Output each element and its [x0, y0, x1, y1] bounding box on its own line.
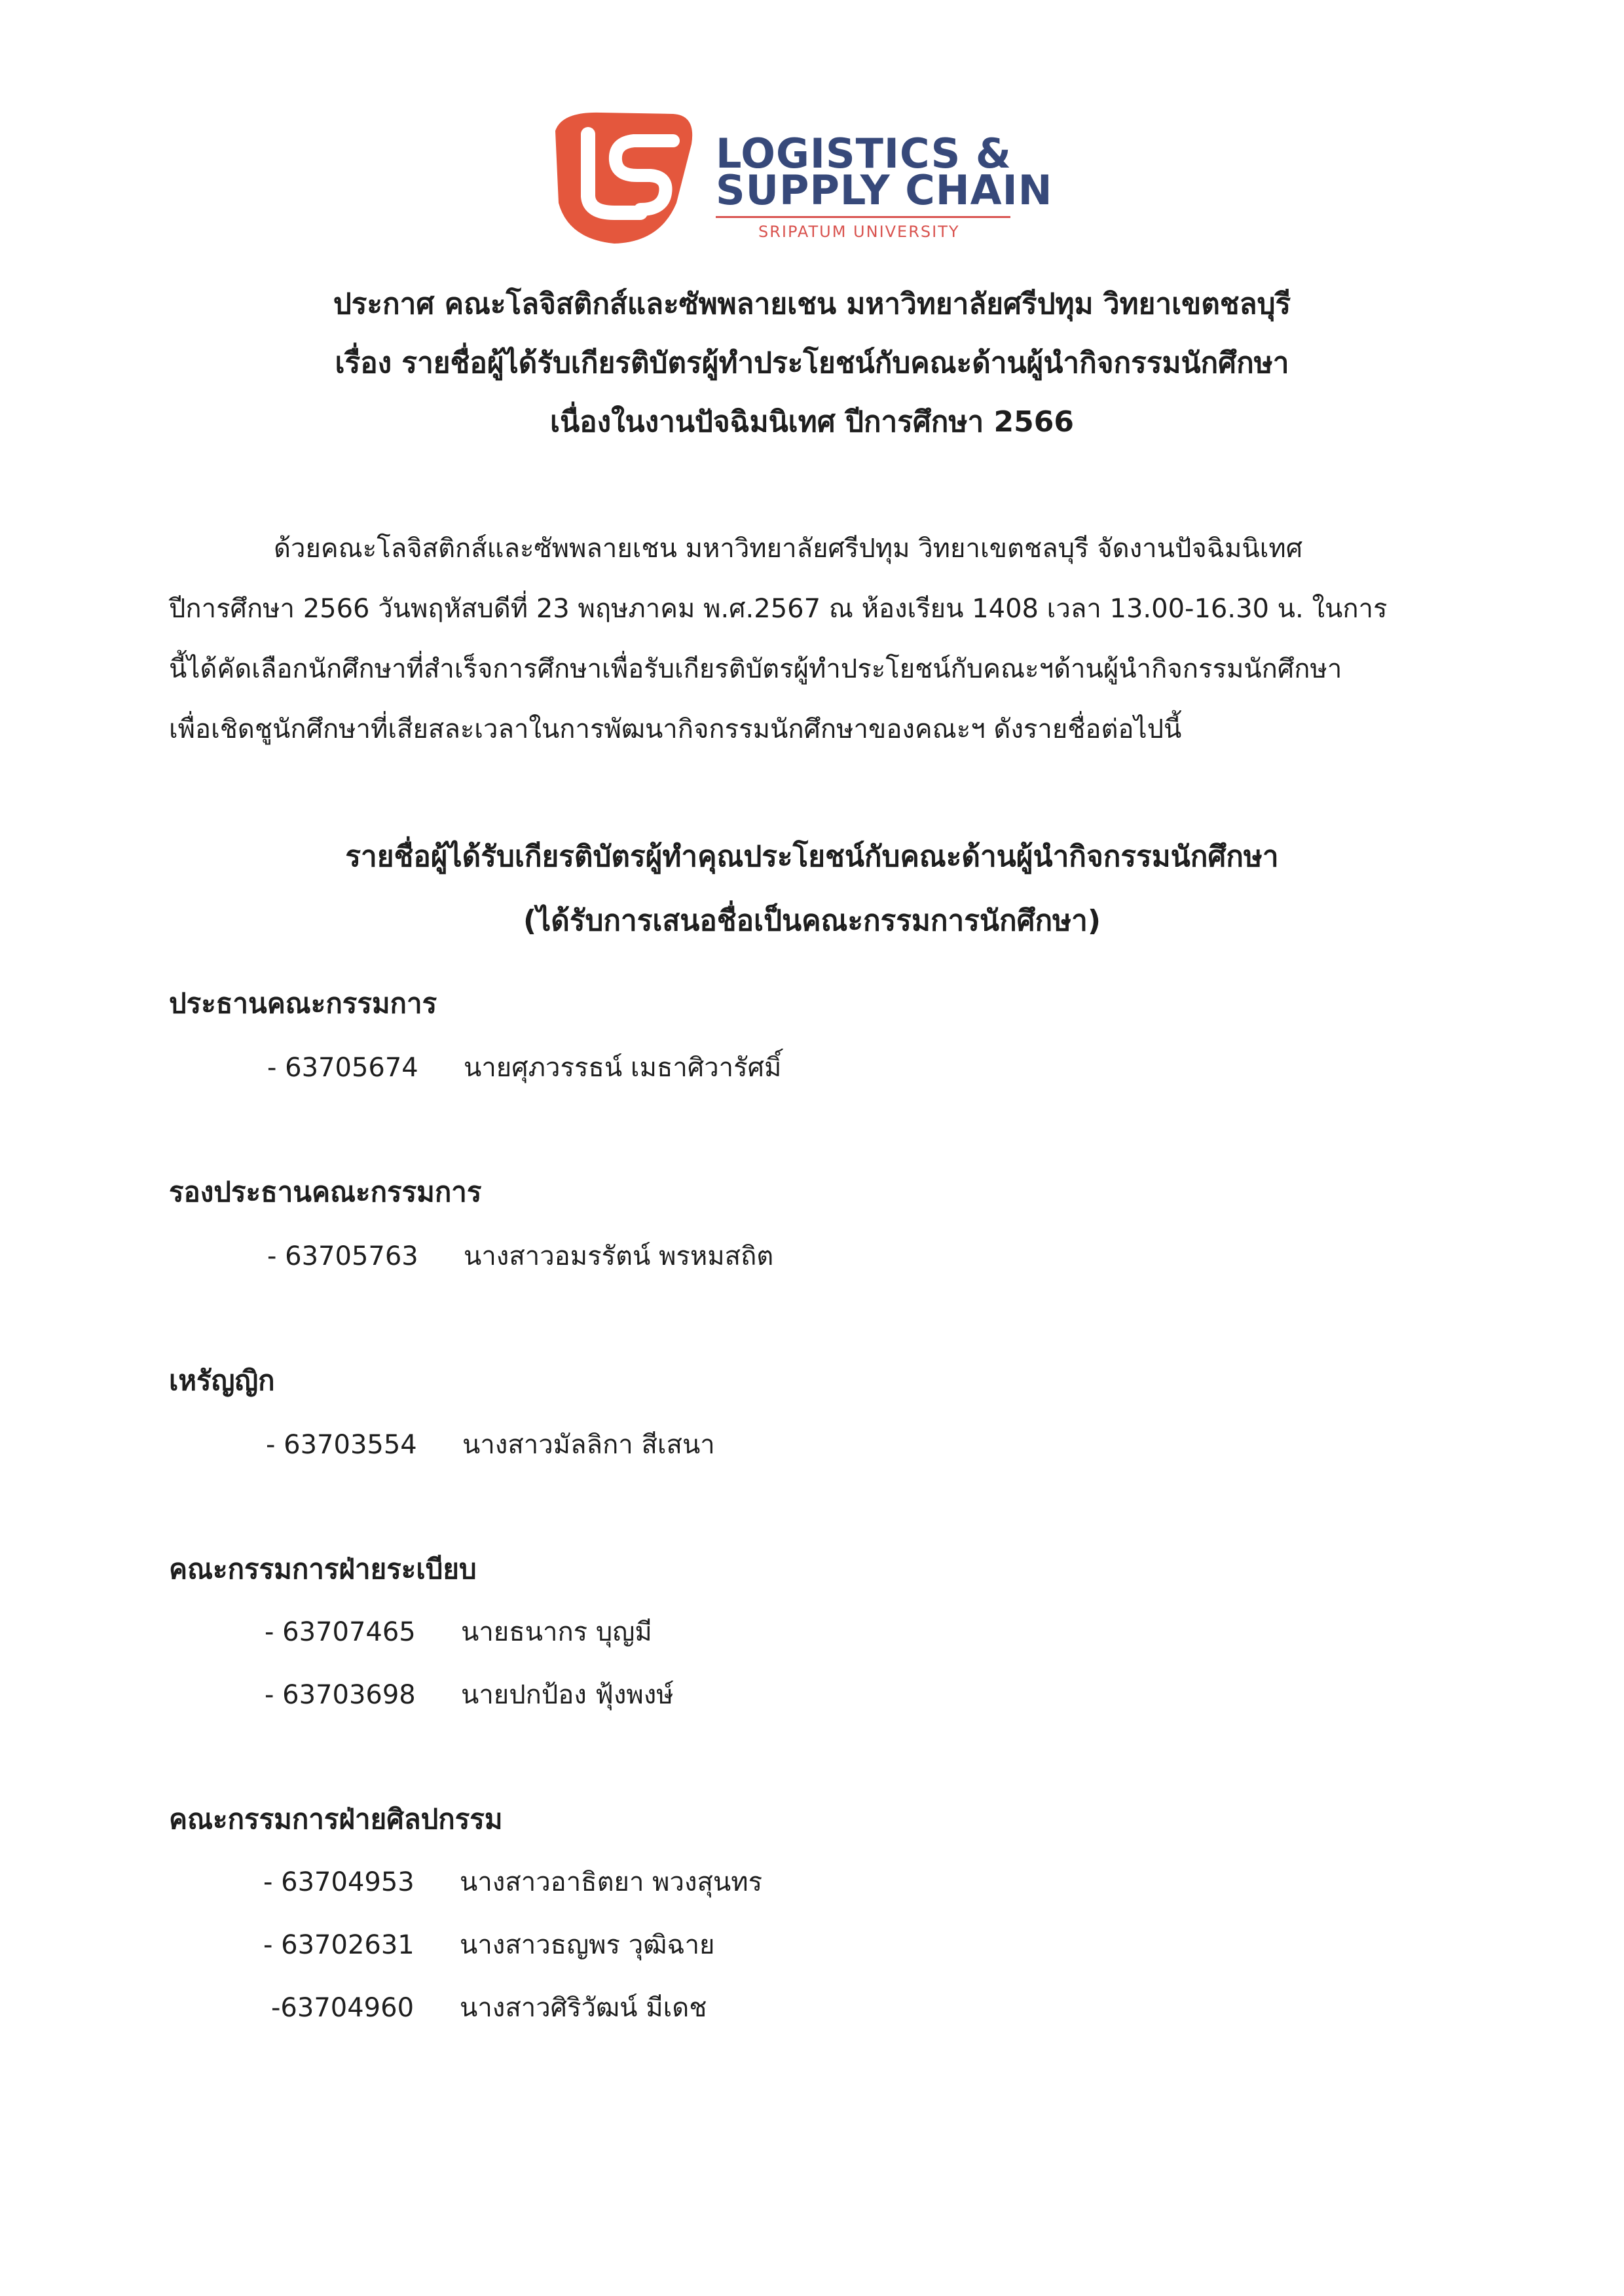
body-paragraph — [169, 519, 1413, 759]
student-id: - 63703554 — [266, 1430, 417, 1460]
student-id: - 63705763 — [267, 1241, 418, 1271]
member-row — [263, 1861, 762, 1903]
student-name: นางสาวธญพร วุฒิฉาย — [460, 1930, 715, 1960]
paragraph-line: เพื่อเชิดชูนักศึกษาที่เสียสละเวลาในการพัฒนากิจกรรมนักศึกษาของคณะฯ ดังรายชื่อต่อไปนี้ — [169, 714, 1182, 744]
student-id: -63704960 — [271, 1993, 415, 2023]
section-title-vice-president: รองประธานคณะกรรมการ — [169, 1176, 482, 1208]
student-id: - 63702631 — [263, 1930, 415, 1960]
list-heading-line: (ได้รับการเสนอชื่อเป็นคณะกรรมการนักศึกษา) — [523, 904, 1101, 938]
list-heading — [131, 825, 1493, 953]
student-id: - 63704953 — [263, 1867, 415, 1897]
student-name: นางสาวอาธิตยา พวงสุนทร — [460, 1867, 763, 1897]
member-row — [265, 1611, 652, 1652]
ls-logo-icon — [542, 105, 699, 249]
heading-line: เรื่อง รายชื่อผู้ได้รับเกียรติบัตรผู้ทำประโยชน์กับคณะด้านผู้นำกิจกรรมนักศึกษา — [335, 346, 1289, 380]
logo-text-line1: LOGISTICS & — [716, 130, 1012, 177]
student-name: นายปกป้อง ฟุ้งพงษ์ — [461, 1680, 674, 1710]
logo-text-line2: SUPPLY CHAIN — [716, 166, 1053, 214]
logo-university: SRIPATUM UNIVERSITY — [758, 223, 960, 241]
paragraph-line: ปีการศึกษา 2566 วันพฤหัสบดีที่ 23 พฤษภาคม พ.ศ.2567 ณ ห้องเรียน 1408 เวลา 13.00-16.30 น. ในการ — [169, 594, 1388, 624]
member-row — [265, 1673, 674, 1715]
student-id: - 63707465 — [265, 1617, 416, 1647]
section-title-treasurer: เหรัญญิก — [169, 1364, 275, 1396]
student-name: นางสาวมัลลิกา สีเสนา — [462, 1430, 715, 1460]
student-name: นายศุภวรรธน์ เมธาศิวารัศมิ์ — [464, 1053, 782, 1083]
heading-line: เนื่องในงานปัจฉิมนิเทศ ปีการศึกษา 2566 — [550, 405, 1074, 439]
section-title-discipline: คณะกรรมการฝ่ายระเบียบ — [169, 1553, 477, 1585]
member-row — [267, 1235, 773, 1277]
member-row — [266, 1423, 715, 1465]
student-name: นายธนากร บุญมี — [461, 1617, 652, 1647]
paragraph-line: ด้วยคณะโลจิสติกส์และซัพพลายเชน มหาวิทยาลัยศรีปทุม วิทยาเขตชลบุรี จัดงานปัจฉิมนิเทศ — [274, 534, 1303, 564]
list-heading-line: รายชื่อผู้ได้รับเกียรติบัตรผู้ทำคุณประโยชน์กับคณะด้านผู้นำกิจกรรมนักศึกษา — [345, 840, 1279, 873]
member-row — [271, 1986, 707, 2028]
member-row — [263, 1923, 714, 1965]
student-name: นางสาวศิริวัฒน์ มีเดช — [460, 1993, 707, 2023]
heading-line: ประกาศ คณะโลจิสติกส์และซัพพลายเชน มหาวิทยาลัยศรีปทุม วิทยาเขตชลบุรี — [333, 287, 1291, 321]
student-id: - 63705674 — [267, 1053, 418, 1083]
faculty-logo — [542, 105, 1053, 249]
member-row — [267, 1046, 781, 1088]
section-title-arts: คณะกรรมการฝ่ายศิลปกรรม — [169, 1803, 503, 1835]
logo-divider — [716, 216, 1010, 218]
student-name: นางสาวอมรรัตน์ พรหมสถิต — [464, 1241, 774, 1271]
section-title-president: ประธานคณะกรรมการ — [169, 987, 437, 1019]
announcement-heading — [131, 275, 1493, 452]
paragraph-line: นี้ได้คัดเลือกนักศึกษาที่สำเร็จการศึกษาเพื่อรับเกียรติบัตรผู้ทำประโยชน์กับคณะฯด้านผู้นำกิจกรรมนักศึกษา — [169, 654, 1342, 684]
student-id: - 63703698 — [265, 1680, 416, 1710]
